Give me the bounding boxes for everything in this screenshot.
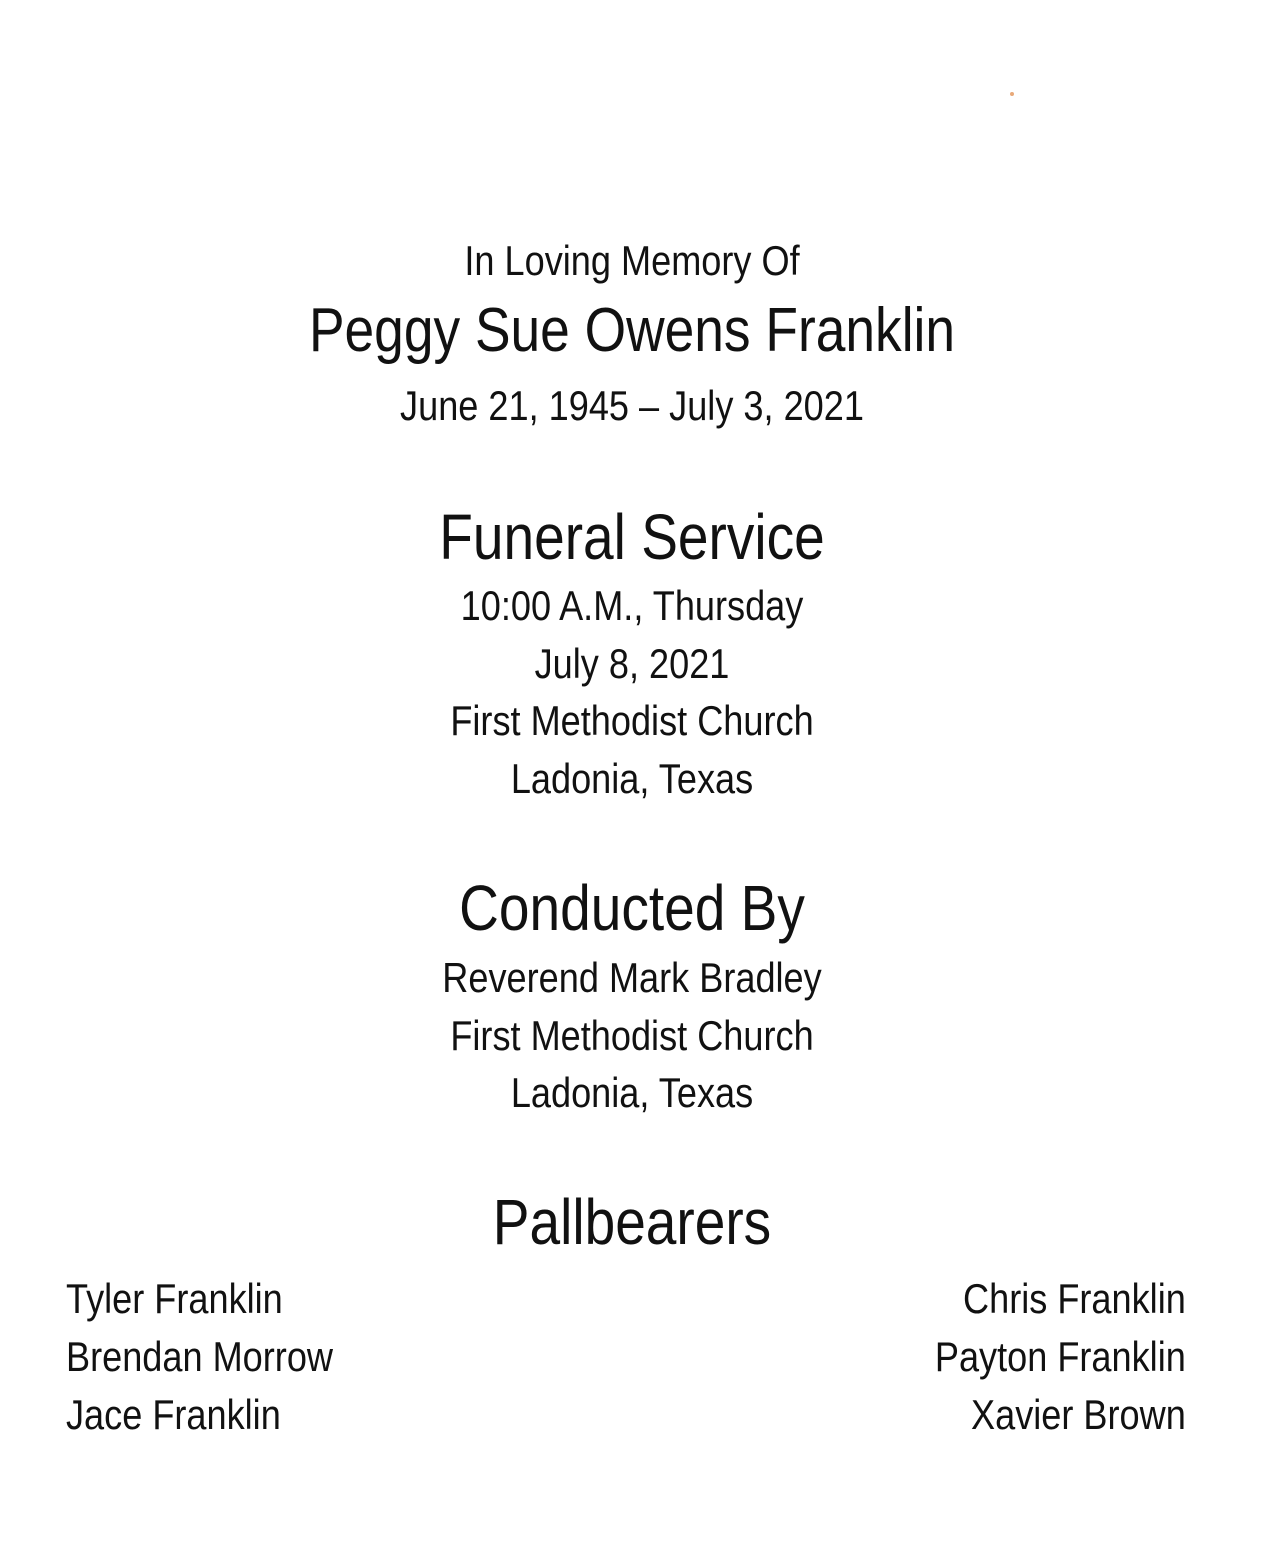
funeral-service-date: July 8, 2021	[534, 640, 730, 687]
pallbearers-left-column	[66, 1270, 376, 1444]
pallbearer-name: Chris Franklin	[963, 1275, 1186, 1322]
life-dates: June 21, 1945 – July 3, 2021	[400, 382, 864, 429]
officiant-church: First Methodist Church	[450, 1012, 814, 1059]
pallbearer-name: Brendan Morrow	[66, 1333, 334, 1380]
funeral-service-time: 10:00 A.M., Thursday	[460, 582, 804, 629]
pallbearer-name: Tyler Franklin	[66, 1275, 283, 1322]
funeral-service-location: Ladonia, Texas	[510, 755, 754, 802]
deceased-name: Peggy Sue Owens Franklin	[308, 296, 956, 365]
pallbearer-name: Xavier Brown	[971, 1391, 1186, 1438]
funeral-service-heading: Funeral Service	[439, 501, 825, 573]
memorial-intro: In Loving Memory Of	[464, 237, 800, 284]
pallbearers-right-column	[894, 1270, 1186, 1444]
pallbearers-heading: Pallbearers	[492, 1186, 772, 1258]
officiant-name: Reverend Mark Bradley	[442, 954, 822, 1001]
funeral-service-venue: First Methodist Church	[450, 697, 814, 744]
pallbearer-name: Payton Franklin	[935, 1333, 1186, 1380]
conducted-by-heading: Conducted By	[459, 872, 805, 944]
officiant-location: Ladonia, Texas	[510, 1069, 754, 1116]
pallbearer-name: Jace Franklin	[66, 1391, 281, 1438]
paper-speck	[1010, 92, 1014, 96]
